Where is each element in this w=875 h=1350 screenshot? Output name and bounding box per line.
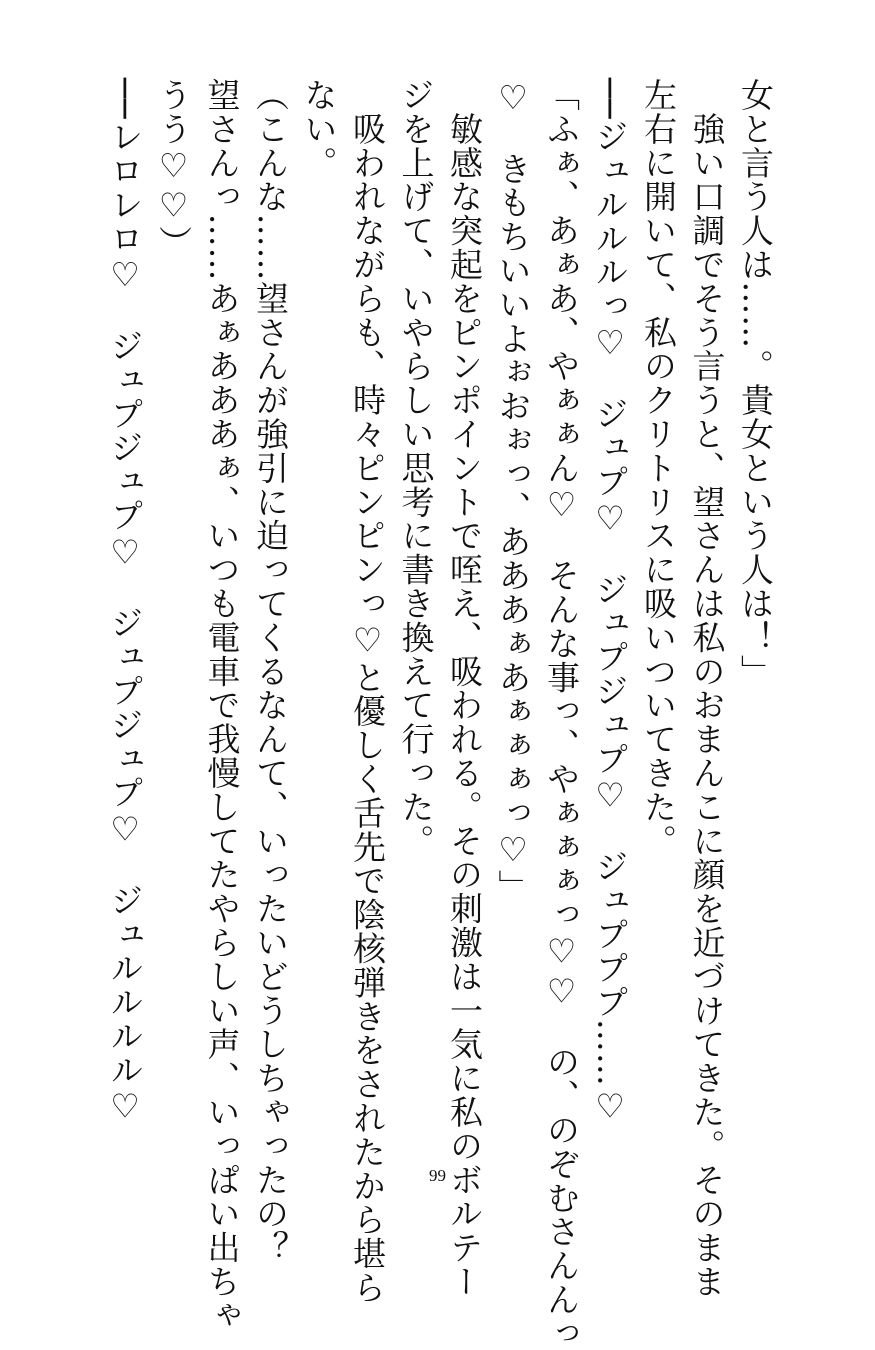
- body-text: [100, 78, 779, 1350]
- text-line: 敏感な突起をピンポイントで咥え、吸われる。その刺激は一気に私のボルテー: [445, 78, 484, 1299]
- text-line: 強い口調でそう言うと、望さんは私のおまんこに顔を近づけてきた。そのまま: [687, 78, 727, 1299]
- text-line: ジを上げて、いやらしい思考に書き換えて行った。: [396, 78, 436, 858]
- text-line: ♡ きもちいいよぉおぉっ、あああぁあぁぁぁっ♡」: [493, 78, 533, 904]
- page-number: 99: [429, 1166, 446, 1185]
- text-line: ──ジュルルルっ♡ ジュプ♡ ジュプジュプ♡ ジュプププ……♡: [590, 78, 630, 1127]
- text-line: 女と言う人は……。貴女という人は！」: [736, 78, 775, 689]
- text-line: 「ふぁ、あぁあ、やぁぁん♡ そんな事っ、やぁぁぁっ♡♡ の、のぞむさんんっ: [542, 78, 581, 1350]
- text-line: 望さんっ……あぁあああぁ、いつも電車で我慢してたやらしい声、いっぱい出ちゃ: [202, 78, 242, 1333]
- text-line: うう♡♡）: [154, 78, 193, 260]
- text-line: ──レロレロ♡ ジュプジュプ♡ ジュプジュプ♡ ジュルルルル♡: [105, 78, 145, 1127]
- text-line: （こんな……望さんが強引に迫ってくるなんて、いったいどうしちゃったの？: [251, 78, 290, 1265]
- text-line: ない。: [299, 78, 339, 180]
- text-line: 左右に開いて、私のクリトリスに吸いついてきた。: [639, 78, 678, 858]
- text-line: 吸われながらも、時々ピンピンっ♡と優しく舌先で陰核弾きをされたから堪ら: [348, 78, 387, 1305]
